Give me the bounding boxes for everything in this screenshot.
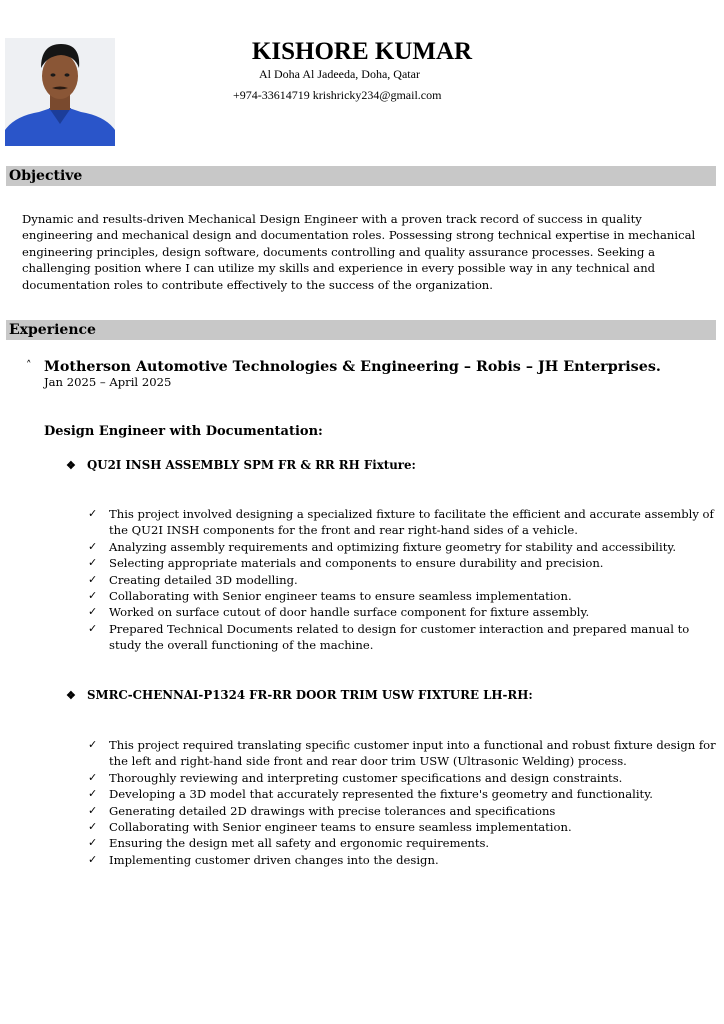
- list-item: ✓ Ensuring the design met all safety and ergonomic requirements.: [88, 836, 490, 851]
- check-bullet-icon: ✓: [88, 621, 98, 635]
- list-item: ✓ Implementing customer driven changes into the design.: [88, 852, 439, 867]
- diamond-bullet-icon: ❖: [66, 459, 76, 472]
- objective-text: Dynamic and results-driven Mechanical Design Engineer with a proven track record of success in quality engineering and mechanical design and documentation roles. Possessing strong technical expertise in mechanical engineering principles, design software, documents controlling and quality assurance processes. Seeking a challenging position where I can utilize my skills and experience in every possible way in any technical and documentation roles to contribute effectively to the success of the organization.: [22, 212, 696, 292]
- company-name: Motherson Automotive Technologies & Engineering – Robis – JH Enterprises.: [44, 359, 661, 375]
- employment-dates: Jan 2025 – April 2025: [44, 375, 172, 389]
- list-item: ✓ Thoroughly reviewing and interpreting customer specifications and design constraints.: [88, 770, 623, 785]
- job-role: Design Engineer with Documentation:: [44, 424, 323, 439]
- list-item: ✓ Worked on surface cutout of door handle surface component for fixture assembly.: [88, 605, 590, 620]
- project-title-text: QU2I INSH ASSEMBLY SPM FR & RR RH Fixture:: [87, 458, 416, 472]
- list-item: ✓ Developing a 3D model that accurately represented the fixture's geometry and functionality.: [88, 787, 653, 802]
- list-item: ✓ Generating detailed 2D drawings with precise tolerances and specifications: [88, 803, 556, 818]
- objective-heading: Objective: [6, 166, 716, 186]
- check-bullet-icon: ✓: [88, 852, 98, 866]
- check-bullet-icon: ✓: [88, 572, 98, 586]
- check-bullet-icon: ✓: [88, 556, 98, 570]
- check-bullet-icon: ✓: [88, 605, 98, 619]
- check-bullet-icon: ✓: [88, 539, 98, 553]
- company-entry: [26, 356, 661, 375]
- check-bullet-icon: ✓: [88, 836, 98, 850]
- list-item: ✓ Collaborating with Senior engineer teams to ensure seamless implementation.: [88, 820, 572, 835]
- list-item: ✓ Creating detailed 3D modelling.: [88, 572, 298, 587]
- check-bullet-icon: ✓: [88, 589, 98, 603]
- list-item: ✓ This project involved designing a specialized fixture to facilitate the efficient and accurate assembly of the QU2I INSH components for the front and rear right-hand sides of a vehicle.: [88, 507, 714, 538]
- list-item: ✓ This project required translating specific customer input into a functional and robust fixture design for the left and right-hand side front and rear door trim USW (Ultrasonic Welding) process.: [88, 738, 716, 769]
- project-title: [66, 688, 533, 702]
- list-item: ✓ Selecting appropriate materials and components to ensure durability and precision.: [88, 556, 604, 571]
- triangle-bullet-icon: ˄: [26, 359, 32, 372]
- diamond-bullet-icon: ❖: [66, 689, 76, 702]
- candidate-name: KISHORE KUMAR: [251, 38, 473, 65]
- check-bullet-icon: ✓: [88, 738, 98, 751]
- project-title: [66, 458, 416, 472]
- list-item: ✓ Prepared Technical Documents related to design for customer interaction and prepared manual to study the overall functioning of the machine.: [88, 621, 690, 653]
- check-bullet-icon: ✓: [88, 507, 98, 520]
- list-item: ✓ Collaborating with Senior engineer teams to ensure seamless implementation.: [88, 589, 572, 604]
- address: Al Doha Al Jadeeda, Doha, Qatar: [259, 67, 420, 81]
- contact-info: +974-33614719 krishricky234@gmail.com: [233, 88, 442, 102]
- experience-heading: Experience: [6, 320, 716, 340]
- project-title-text: SMRC-CHENNAI-P1324 FR-RR DOOR TRIM USW FIXTURE LH-RH:: [87, 688, 533, 702]
- list-item: ✓ Analyzing assembly requirements and optimizing fixture geometry for stability and accessibility.: [88, 539, 677, 554]
- check-bullet-icon: ✓: [88, 787, 98, 801]
- check-bullet-icon: ✓: [88, 820, 98, 834]
- project-points-list: [88, 737, 720, 868]
- check-bullet-icon: ✓: [88, 803, 98, 817]
- project-points-list: [88, 506, 720, 654]
- check-bullet-icon: ✓: [88, 770, 98, 784]
